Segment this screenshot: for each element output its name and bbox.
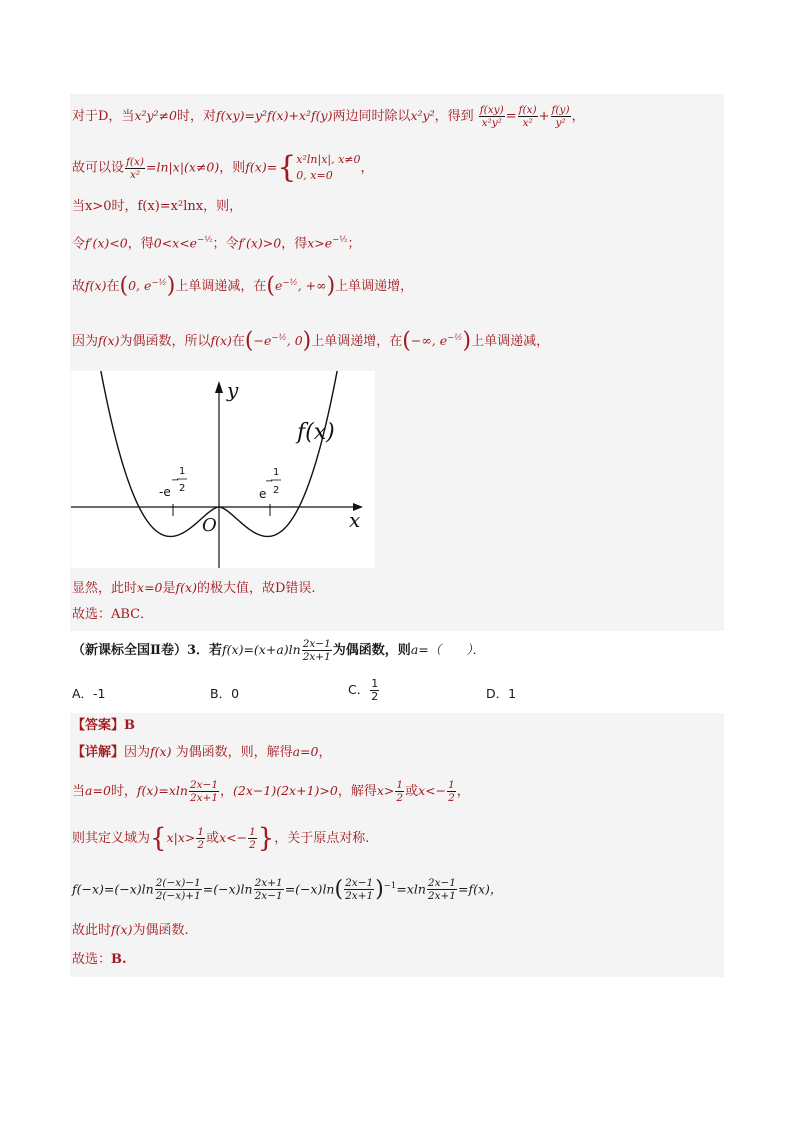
frac-fxy: $\frac{f(xy)}{\text{x²y²}}$ (479, 104, 504, 129)
detail-line-4: f(−x)=(−x)ln $\frac{2(-x)-1}{2(-x)+1}$ =(−x)ln $\frac{2x+1}{2x-1}$ =(−x)ln( $\frac{2x-1}{2x+1}$ )$^{-1}$=xln $\frac{2x-1}{2x+1}$ =f(x)， (72, 876, 503, 903)
pos-e-minus: − (265, 476, 274, 487)
fx-label: f(x) (297, 420, 335, 445)
neg-e-label: -e (159, 485, 171, 499)
pos-e-exp-den: 2 (273, 485, 280, 496)
pos-e-label: e (259, 487, 267, 501)
line-choose-abc: 故选：ABC． (72, 607, 154, 622)
detail-line-6: 故选：B. (72, 952, 127, 967)
origin-label: O (202, 515, 217, 536)
question-3: （新课标全国Ⅱ卷）3．若f(x)=(x+a)ln $\frac{2x-1}{2x+1}$ 为偶函数，则a=（ ）． (72, 638, 485, 663)
piecewise-cases: x²ln|x|, x≠0 0, x=0 (296, 153, 361, 182)
line-conclusion-d: 显然，此时x=0是f(x)的极大值，故D错误. (72, 580, 316, 596)
answer-label: 【答案】B (72, 718, 135, 733)
line-assume: 故可以设 $\frac{f(x)}{\text{x²}}$ =ln|x|(x≠0)，则f(x)={ x²ln|x|, x≠0 0, x=0 ， (72, 150, 374, 185)
function-graph (71, 371, 375, 568)
y-label: y (227, 378, 239, 402)
y-axis-arrow (215, 381, 223, 393)
option-c[interactable]: C． $\frac{1}{2}$ (348, 677, 379, 703)
neg-e-minus: − (171, 475, 180, 486)
detail-line-2: 当a=0时，f(x)=xln $\frac{2x-1}{2x+1}$ ，(2x−1)(2x+1)>0，解得x> $\frac{1}{2}$ 或x<− $\frac{1}{2}$ ， (72, 779, 470, 804)
detail-line-1: 【详解】因为f(x) 为偶函数，则，解得a=0， (72, 744, 332, 760)
line-monotonic-1: 故f(x)在(0, $e^{-\frac{1}{2}}$)上单调递减，在($e^{-\frac{1}{2}}$, +∞)上单调递增， (72, 273, 414, 299)
detail-line-5: 故此时f(x)为偶函数. (72, 922, 189, 938)
pos-e-exp-num: 1 (273, 467, 280, 478)
neg-e-exp-den: 2 (179, 483, 186, 494)
neg-e-exp-num: 1 (179, 466, 186, 477)
option-b[interactable]: B．0 (210, 686, 240, 701)
option-a[interactable]: A．-1 (72, 686, 106, 701)
line-derivative: 令f′(x)<0，得$0<x<e^{-\frac{1}{2}}$；令f′(x)>0，得$x>e^{-\frac{1}{2}}$； (72, 235, 361, 252)
line-positive-x: 当x>0时，f(x)=x²lnx，则， (72, 199, 243, 214)
detail-line-3: 则其定义域为{x|x> $\frac{1}{2}$ 或x<− $\frac{1}{2}$ }，关于原点对称. (72, 823, 370, 854)
graph-svg (71, 371, 375, 568)
option-d[interactable]: D．1 (486, 686, 517, 701)
line-monotonic-2: 因为f(x)为偶函数，所以f(x)在($-e^{-\frac{1}{2}}$, 0)上单调递增，在(−∞, $e^{-\frac{1}{2}}$)上单调递减， (72, 328, 550, 354)
line-d-intro: 对于D，当x²y²≠0时，对f(xy)=y²f(x)+x²f(y)两边同时除以x²y²，得到 $\frac{f(xy)}{\text{x²y²}}$ = $\frac{f(x)}{\text{x²}}$ + $\frac{f(y)}{\text{y²}}$ ， (72, 104, 585, 129)
x-label: x (349, 508, 361, 532)
